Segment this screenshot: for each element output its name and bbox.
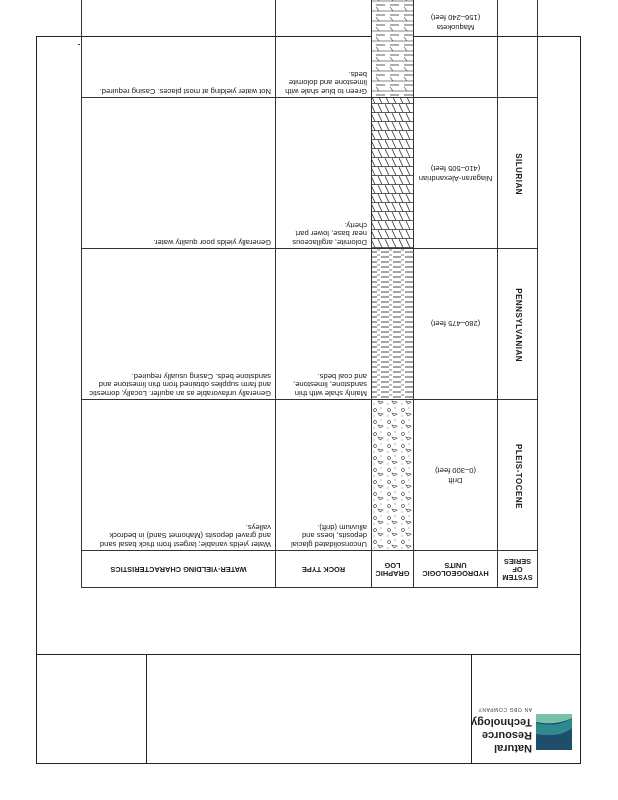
rock-cell: Mainly shale with thin sandstone, limestone, and coal beds. [276, 249, 372, 400]
stray-mark [78, 44, 80, 45]
table-row [82, 98, 538, 249]
log-shale-dolomite [372, 0, 414, 98]
log-pattern-dolomite [372, 98, 413, 248]
system-label: PENNSYLVANIAN [513, 288, 523, 363]
logo-tagline: AN OBG COMPANY [477, 706, 532, 712]
header-units: HYDROGEOLOGIC UNITS [414, 551, 498, 588]
system-label: SILURIAN [513, 153, 523, 196]
unit-cell [414, 98, 498, 249]
log-pattern-drift [372, 400, 413, 550]
log-shale [372, 249, 414, 400]
system-silurian [498, 98, 538, 249]
company-logo [471, 700, 576, 760]
log-dolomite [372, 98, 414, 249]
unit-cell [414, 0, 498, 98]
water-cell: Not water yielding at most places. Casing required. [82, 0, 276, 98]
footer-column-divider [146, 654, 147, 764]
unit-name: Maquoketa [436, 23, 475, 33]
strat-table [81, 0, 538, 588]
unit-cell [414, 249, 498, 400]
system-ordovician [498, 0, 538, 98]
table-row [82, 249, 538, 400]
unit-thickness: (280–475 feet) [430, 319, 481, 329]
table-row [82, 0, 538, 98]
unit-thickness: (156–240 feet) [430, 13, 481, 22]
table-header-row [82, 551, 538, 588]
log-drift [372, 400, 414, 551]
header-rock-type: ROCK TYPE [276, 551, 372, 588]
table-row [82, 400, 538, 551]
stratigraphic-column-table [82, 13, 538, 588]
system-label: PLEIS-TOCENE [513, 443, 523, 509]
logo-wave-icon [536, 714, 572, 750]
footer-divider [36, 654, 581, 655]
system-pennsylvanian [498, 249, 538, 400]
logo-wordmark: Natural Resource Technology [471, 716, 532, 754]
unit-thickness: (410–505 feet) [430, 164, 481, 173]
water-cell: Generally yields poor quality water. [82, 98, 276, 249]
system-pleistocene [498, 400, 538, 551]
unit-cell [414, 400, 498, 551]
unit-thickness: (0–300 feet) [435, 466, 476, 475]
water-cell: Water yields variable; largest from thick basal sand and gravel deposits (Mahomet Sand) in bedrock valleys. [82, 400, 276, 551]
rock-cell: Dolomite, argillaceous near base, lower part cherty. [276, 98, 372, 249]
log-pattern-shale-dolomite [372, 0, 413, 97]
water-cell: Generally unfavorable as an aquifer. Locally, domestic and farm supplies obtained from thin limestone and sandstone beds. Casing usually required. [82, 249, 276, 400]
rock-cell: Unconsolidated glacial deposits, loess and alluvium (drift). [276, 400, 372, 551]
unit-name: Niagaran-Alexandrian [418, 174, 493, 184]
unit-name: Drift [448, 476, 463, 486]
log-pattern-shale [372, 249, 413, 399]
header-water: WATER-YIELDING CHARACTERISTICS [82, 551, 276, 588]
header-system: SYSTEM OF SERIES [498, 551, 538, 588]
header-log: GRAPHIC LOG [372, 551, 414, 588]
rock-cell: Green to blue shale with limestone and dolomite beds. [276, 0, 372, 98]
